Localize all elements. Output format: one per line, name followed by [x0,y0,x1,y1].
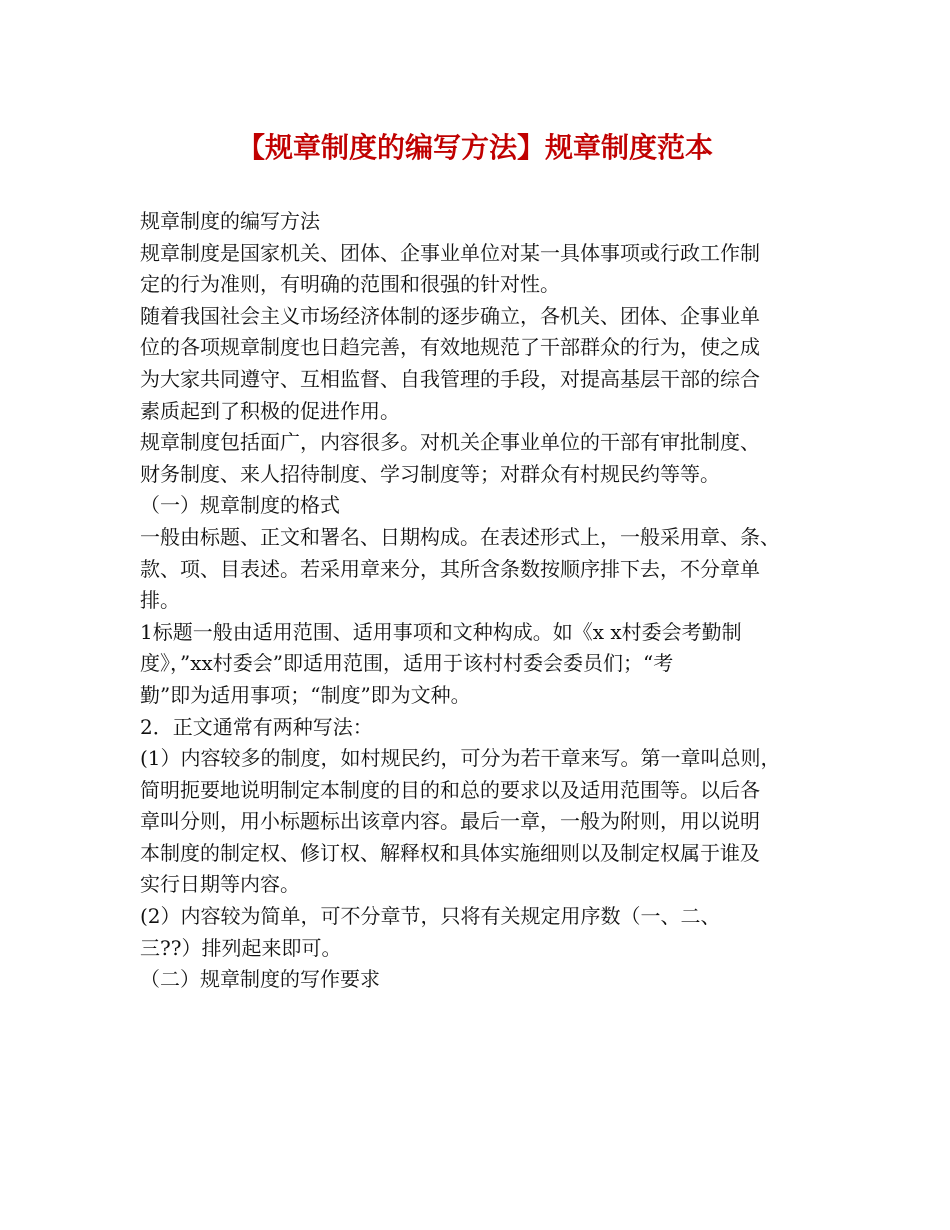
text-line: 章叫分则，用小标题标出该章内容。最后一章，一般为附则，用以说明 [140,809,760,834]
text-line: 规章制度包括面广，内容很多。对机关企事业单位的干部有审批制度、 [140,430,760,455]
text-line: 勤”即为适用事项；“制度”即为文种。 [140,682,471,707]
text-line: 一般由标题、正文和署名、日期构成。在表述形式上，一般采用章、条、 [140,524,780,549]
text-line: 1标题一般由适用范围、适用事项和文种构成。如《x x村委会考勤制 [140,619,742,644]
text-line: 位的各项规章制度也日趋完善，有效地规范了干部群众的行为，使之成 [140,335,760,360]
section-heading: （二）规章制度的写作要求 [140,967,380,992]
text-line: 随着我国社会主义市场经济体制的逐步确立，各机关、团体、企事业单 [140,303,760,328]
text-line: (1）内容较多的制度，如村规民约，可分为若干章来写。第一章叫总则， [140,746,781,771]
text-line: 本制度的制定权、修订权、解释权和具体实施细则以及制定权属于谁及 [140,840,760,865]
text-line: 规章制度的编写方法 [140,209,320,233]
text-line: 实行日期等内容。 [140,872,300,897]
text-line: 度》，”xx村委会”即适用范围，适用于该村村委会委员们；“考 [140,651,674,676]
text-line: 定的行为准则，有明确的范围和很强的针对性。 [140,272,560,297]
text-line: (2）内容较为简单，可不分章节，只将有关规定用序数（一、二、 [140,904,721,929]
document-title: 【规章制度的编写方法】规章制度范本 [236,131,713,164]
text-line: 规章制度是国家机关、团体、企事业单位对某一具体事项或行政工作制 [140,240,760,265]
text-line: 排。 [140,588,180,613]
section-heading: （一）规章制度的格式 [140,493,340,518]
text-line: 财务制度、来人招待制度、学习制度等；对群众有村规民约等等。 [140,461,720,486]
text-line: 2．正文通常有两种写法： [140,714,373,739]
text-line: 简明扼要地说明制定本制度的目的和总的要求以及适用范围等。以后各 [140,777,760,802]
text-line: 为大家共同遵守、互相监督、自我管理的手段，对提高基层干部的综合 [140,366,760,391]
text-line: 素质起到了积极的促进作用。 [140,398,400,423]
text-line: 三??）排列起来即可。 [140,935,342,960]
text-line: 款、项、目表述。若采用章来分，其所含条数按顺序排下去，不分章单 [140,556,760,581]
document-body [140,206,820,996]
